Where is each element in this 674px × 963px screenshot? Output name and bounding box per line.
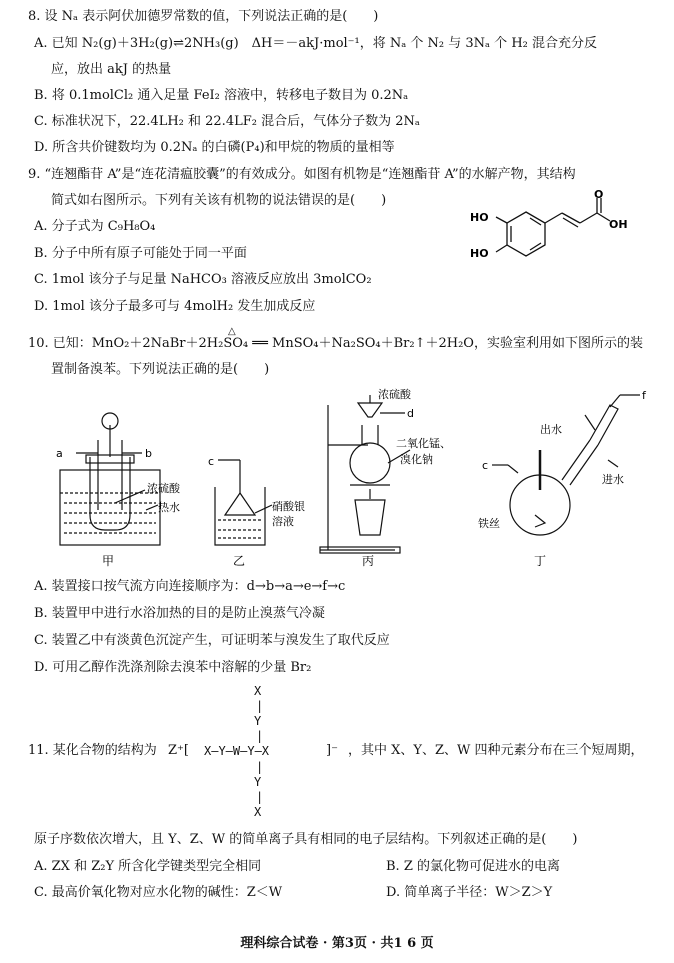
- label-acid-1: 浓硫酸: [147, 482, 180, 495]
- formula-bar-1: |: [256, 699, 264, 713]
- label-out-water: 出水: [540, 423, 562, 436]
- label-c2: c: [482, 459, 489, 472]
- label-c: c: [208, 455, 215, 468]
- struct-oh-3: OH: [609, 218, 628, 231]
- q11-option-b: B. Z 的氯化物可促进水的电离: [386, 859, 560, 874]
- label-a: a: [56, 447, 63, 460]
- q8-option-d: D. 所含共价键数均为 0.2Nₐ 的白磷(P₄)和甲烷的物质的量相等: [34, 140, 395, 155]
- label-mno2-2: 溴化钠: [400, 453, 433, 466]
- formula-bar-2: |: [256, 729, 264, 743]
- label-yi: 乙: [233, 554, 246, 568]
- label-f: f: [642, 389, 646, 402]
- q9-option-a: A. 分子式为 C₉H₈O₄: [34, 219, 156, 234]
- label-iron-wire: 铁丝: [478, 517, 500, 530]
- q8-option-b: B. 将 0.1molCl₂ 通入足量 FeI₂ 溶液中，转移电子数目为 0.2Nₐ: [34, 88, 409, 103]
- label-in-water: 进水: [602, 473, 624, 486]
- q11-option-c: C. 最高价氧化物对应水化物的碱性：Z＜W: [34, 885, 283, 900]
- formula-row: X—Y—W—Y—X: [204, 744, 270, 758]
- formula-y-bottom: Y: [254, 775, 262, 789]
- q8-stem: 8. 设 Nₐ 表示阿伏加德罗常数的值，下列说法正确的是( ): [28, 9, 379, 24]
- q9-stem-line1: 9. “连翘酯苷 A”是“连花清瘟胶囊”的有效成分。如图有机物是“连翘酯苷 A”的水解产物，其结构: [28, 167, 576, 182]
- q10-stem-line2: 置制备溴苯。下列说法正确的是( ): [51, 362, 270, 377]
- q11-option-a: A. ZX 和 Z₂Y 所含化学键类型完全相同: [34, 859, 262, 874]
- caffeic-acid-structure: [470, 190, 630, 275]
- struct-ho-2: HO: [470, 247, 489, 260]
- label-agno3-1: 硝酸银: [272, 500, 305, 513]
- q11-stem-tail: ，其中 X、Y、Z、W 四种元素分布在三个短周期，: [348, 743, 644, 758]
- label-b: b: [145, 447, 152, 460]
- label-mno2-1: 二氧化锰、: [396, 437, 451, 450]
- q10-option-a: A. 装置接口按气流方向连接顺序为：d→b→a→e→f→c: [34, 579, 346, 594]
- q9-option-d: D. 1mol 该分子最多可与 4molH₂ 发生加成反应: [34, 299, 316, 314]
- q10-option-b: B. 装置甲中进行水浴加热的目的是防止溴蒸气冷凝: [34, 606, 325, 621]
- q9-stem-line2: 简式如右图所示。下列有关该有机物的说法错误的是( ): [51, 193, 387, 208]
- q11-option-d: D. 简单离子半径：W＞Z＞Y: [386, 885, 553, 900]
- page-footer: 理科综合试卷 · 第3页 · 共1 6 页: [240, 936, 434, 951]
- label-hot-water: 热水: [158, 501, 180, 514]
- label-jia: 甲: [102, 554, 115, 568]
- formula-x-top: X: [254, 684, 262, 698]
- formula-bar-3: |: [256, 760, 264, 774]
- label-ding: 丁: [534, 554, 547, 568]
- label-acid-2: 浓硫酸: [378, 388, 411, 401]
- q11-stem-line2: 原子序数依次增大，且 Y、Z、W 的简单离子具有相同的电子层结构。下列叙述正确的是( ): [34, 832, 578, 847]
- q11-stem-head: 11. 某化合物的结构为: [28, 743, 157, 758]
- q10-stem-line1: 10. 已知：MnO₂＋2NaBr＋2H₂SO₄ ══ MnSO₄＋Na₂SO₄＋Br₂↑＋2H₂O，实验室利用如下图所示的装: [28, 336, 643, 351]
- label-bing: 丙: [362, 554, 375, 568]
- struct-ho-1: HO: [470, 211, 489, 224]
- formula-minus: ]⁻: [326, 743, 338, 758]
- q8-option-c: C. 标准状况下，22.4LH₂ 和 22.4LF₂ 混合后，气体分子数为 2Nₐ: [34, 114, 420, 129]
- formula-bar-4: |: [256, 790, 264, 804]
- q8-option-a-line1: A. 已知 N₂(g)＋3H₂(g)⇌2NH₃(g) ΔH＝－akJ·mol⁻¹，将 Nₐ 个 N₂ 与 3Nₐ 个 H₂ 混合充分反: [34, 36, 597, 51]
- q10-option-c: C. 装置乙中有淡黄色沉淀产生，可证明苯与溴发生了取代反应: [34, 633, 390, 648]
- q9-option-b: B. 分子中所有原子可能处于同一平面: [34, 246, 247, 261]
- label-d: d: [407, 407, 414, 420]
- q10-delta: △: [228, 326, 236, 337]
- q10-apparatus: [50, 385, 650, 570]
- formula-z-plus: Z⁺[: [168, 743, 189, 758]
- formula-y-top: Y: [254, 714, 262, 728]
- label-agno3-2: 溶液: [272, 515, 294, 528]
- q9-option-c: C. 1mol 该分子与足量 NaHCO₃ 溶液反应放出 3molCO₂: [34, 272, 372, 287]
- q10-option-d: D. 可用乙醇作洗涤剂除去溴苯中溶解的少量 Br₂: [34, 660, 312, 675]
- formula-x-bottom: X: [254, 805, 262, 819]
- q8-option-a-line2: 应，放出 akJ 的热量: [51, 62, 172, 77]
- struct-o: O: [594, 190, 604, 201]
